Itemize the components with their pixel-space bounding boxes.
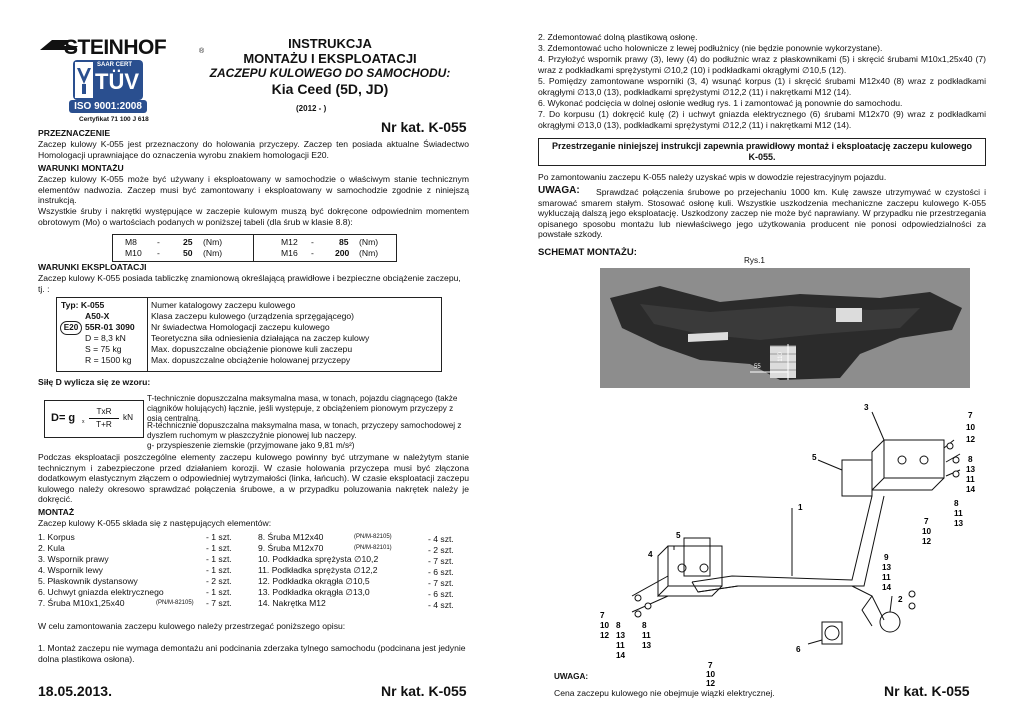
torque-unit: (Nm) [359,248,379,258]
iso-badge: ISO 9001:2008 [69,100,147,113]
title-line-2: MONTAŻU I EKSPLOATACJI [243,51,417,66]
diagram-label-12: 12 [966,435,976,444]
section-warunki-montazu-title: WARUNKI MONTAŻU [38,163,124,173]
plate-left: 55R-01 3090 [85,322,135,332]
registration-note: Po zamontowaniu zaczepu K-055 należy uzyskać wpis w dowodzie rejestracyjnym pojazdu. [538,172,887,182]
diagram-label-10b: 10 [922,527,932,536]
diagram-label-1: 1 [798,503,803,512]
part-qty: - 7 szt. [428,556,454,566]
part-name: 12. Podkładka okrągła ∅10,5 [258,576,370,586]
formula-lhs: D= g [51,412,76,424]
part-name: 1. Korpus [38,532,75,542]
diagram-label-13c: 13 [882,563,892,572]
undercover-photo-graphic [600,268,970,388]
formula-r-desc: R-technicznie dopuszczalna maksymalna masa, w tonach, przyczepy samochodowej z dyszlem ruchomym w płaszczyźnie pionowej lub naczepy. [147,421,462,440]
brand-text: STEINHOF [64,36,167,58]
torque-value: 200 [335,248,350,258]
torque-bolt: M16 [281,248,298,258]
uwaga-label: UWAGA: [538,185,580,196]
name-plate-table [56,297,442,372]
procedure-step-4: 4. Przyłożyć wspornik prawy (3), lewy (4) do podłużnic wraz z płaskownikami (5) i skręcić śrubami M10x1,25x40 (7) wraz z podkładkami sprężystymi ∅10,2 (10) i podkładkami okrągłymi ∅10,5 (12). [538,54,986,75]
part-name: 14. Nakrętka M12 [258,598,326,608]
part-qty: - 1 szt. [206,554,232,564]
dimension-55: 55 [754,364,761,370]
title-line-3: ZACZEPU KULOWEGO DO SAMOCHODU: [209,66,451,80]
tuv-saar-cert: SAAR CERT [97,62,133,68]
formula-g-desc: g- przyspieszenie ziemskie (przyjmowane jako 9,81 m/s²) [147,441,355,450]
plate-right: Nr świadectwa Homologacji zaczepu kulowego [151,322,330,332]
part-qty: - 1 szt. [206,587,232,597]
part-name: 5. Płaskownik dystansowy [38,576,138,586]
diagram-label-8: 8 [968,455,973,464]
part-name: 8. Śruba M12x40 [258,532,324,542]
catalog-number-bottom-left: Nr kat. K-055 [381,683,467,699]
diagram-label-7d: 7 [708,661,713,670]
document-date: 18.05.2013. [38,683,112,699]
diagram-label-11e: 11 [642,631,651,640]
part-name: 2. Kula [38,543,65,553]
torque-dash: - [311,237,314,247]
procedure-intro: W celu zamontowania zaczepu kulowego należy przestrzegać poniższego opisu: [38,621,346,631]
torque-dash: - [157,237,160,247]
part-name: 11. Podkładka sprężysta ∅12,2 [258,565,378,575]
tuv-text: TÜV [95,69,139,94]
diagram-label-12d: 12 [706,679,716,688]
figure-label: Rys.1 [744,256,765,265]
procedure-step-5: 5. Pomiędzy zamontowane wsporniki (3, 4) wsunąć korpus (1) i skręcić śrubami M12x40 (8) wraz z podkładkami okrągłymi ∅13,0 (13), podkładkami sprężystymi ∅12,2 (11) i nakrętkami M12 (14). [538,76,986,97]
torque-value: 25 [183,237,193,247]
diagram-label-8b: 8 [954,499,959,508]
diagram-label-7: 7 [968,411,973,420]
formula-numerator: TxR [96,407,112,416]
diagram-label-5b: 5 [676,531,681,540]
diagram-label-8d: 8 [642,621,647,630]
diagram-label-13b: 13 [954,519,964,528]
catalog-number-top: Nr kat. K-055 [381,119,467,135]
bottom-note: Cena zaczepu kulowego nie obejmuje wiązki elektrycznej. [554,688,775,698]
diagram-label-11d: 11 [616,641,625,650]
procedure-step-3: 3. Zdemontować ucho holownicze z lewej podłużnicy (nie będzie ponownie wykorzystane). [538,43,883,53]
diagram-label-14c: 14 [616,651,626,660]
maintenance-paragraph: Podczas eksploatacji poszczególne elementy zaczepu kulowego powinny być utrzymane w należytym stanie technicznym i zabezpieczone przed działaniem korozji. W czasie holowania przyczepa musi być złączona dodatkowym elastycznym złączem o odpowiedniej wytrzymałości (linka, łańcuch). W czasie eksploatacji zaczepu kulowego należy okresowo sprawdzać połączenia śrubowe, a w przypadku poluzowania nakrętek należy je dokręcić. [38,452,469,505]
part-name: 4. Wspornik lewy [38,565,103,575]
catalog-number-bottom-right: Nr kat. K-055 [884,683,970,699]
diagram-label-3: 3 [864,403,869,412]
title-line-1: INSTRUKCJA [288,36,372,51]
torque-table [112,234,397,262]
diagram-label-13: 13 [966,465,976,474]
torque-value: 85 [339,237,349,247]
part-qty: - 1 szt. [206,565,232,575]
torque-bolt: M10 [125,248,142,258]
section-przeznaczenie-title: PRZEZNACZENIE [38,128,111,138]
formula-unit: kN [123,413,134,422]
undercover-photo [600,268,970,388]
part-norm: (PN/M-82105) [156,600,194,606]
diagram-label-11b: 11 [954,509,963,518]
uwaga-text: Sprawdzać połączenia śrubowe po przejechaniu 1000 km. Kulę zawsze utrzymywać w czystości i smarować smarem stałym. Stosować osłonę kuli. Wszystkie uszkodzenia mechaniczne zaczepu kulowego K-055 wykluczają dalszą jego eksploatację. Uszkodzony zaczep nie może być naprawiany. W przypadku nie przestrzegania opisanego sposobu montażu lub niewłaściwego jego użytkowania producent nie ponosi odpowiedzialności za powstałe szkody. [538,187,986,240]
section-montaz-intro: Zaczep kulowy K-055 składa się z następujących elementów: [38,518,272,528]
part-qty: - 6 szt. [428,589,454,599]
part-name: 10. Podkładka sprężysta ∅10,2 [258,554,379,564]
plate-right: Max. dopuszczalne obciążenie holowanej przyczepy [151,355,351,365]
part-name: 6. Uchwyt gniazda elektrycznego [38,587,164,597]
car-model: Kia Ceed (5D, JD) [271,81,389,97]
certificate-number: Certyfikat 71 100 J 618 [79,116,149,123]
procedure-step-6: 6. Wykonać podcięcia w dolnej osłonie według rys. 1 i zamontować ją ponownie do samochodu. [538,98,903,108]
bottom-uwaga-label: UWAGA: [554,672,589,681]
diagram-label-12c: 12 [600,631,610,640]
registered-mark: ® [199,48,205,55]
torque-bolt: M8 [125,237,137,247]
part-qty: - 4 szt. [428,534,454,544]
plate-left: R = 1500 kg [85,355,132,365]
part-qty: - 2 szt. [428,545,454,555]
schemat-title: SCHEMAT MONTAŻU: [538,247,637,258]
section-warunki-eksploatacji-title: WARUNKI EKSPLOATACJI [38,262,147,272]
part-qty: - 7 szt. [206,598,232,608]
procedure-step-2: 2. Zdemontować dolną plastikową osłonę. [538,32,698,42]
part-qty: - 6 szt. [428,567,454,577]
diagram-label-10: 10 [966,423,976,432]
part-name: 13. Podkładka okrągła ∅13,0 [258,587,370,597]
diagram-label-4: 4 [648,550,653,559]
torque-dash: - [157,248,160,258]
exploded-assembly-diagram [572,400,992,690]
torque-value: 50 [183,248,193,258]
section-montaz-title: MONTAŻ [38,507,75,517]
diagram-label-14: 14 [966,485,976,494]
formula-box: D= g x TxR T+R kN [44,400,144,438]
diagram-label-5: 5 [812,453,817,462]
part-name: 7. Śruba M10x1,25x40 [38,598,125,608]
section-warunki-eksploatacji-text: Zaczep kulowy K-055 posiada tabliczkę znamionową określającą prawidłowe i bezpieczne obciążenie zaczepu, tj. : [38,273,461,294]
diagram-label-7b: 7 [924,517,929,526]
tuv-emblem-icon [75,64,93,96]
plate-left: Typ: K-055 [61,300,105,310]
plate-right: Teoretyczna siła odniesienia działająca na zaczep kulowy [151,333,370,343]
e20-mark: E20 [60,321,82,335]
part-qty: - 1 szt. [206,532,232,542]
plate-right: Klasa zaczepu kulowego (urządzenia sprzęgającego) [151,311,355,321]
diagram-label-6: 6 [796,645,801,654]
right-page [512,0,1024,725]
tuv-certificate-badge [73,60,149,123]
diagram-label-11c: 11 [882,573,891,582]
torque-bolt: M12 [281,237,298,247]
section-przeznaczenie-text: Zaczep kulowy K-055 jest przeznaczony do holowania przyczepy. Zaczep ten posiada aktualne Świadectwo Homologacji uprawniające do oznaczenia wyrobu znakiem homologacji E20. [38,139,469,160]
diagram-label-7c: 7 [600,611,605,620]
diagram-label-8c: 8 [616,621,621,630]
part-qty: - 1 szt. [206,543,232,553]
diagram-label-14b: 14 [882,583,892,592]
formula-t-desc: T-technicznie dopuszczalna maksymalna masa, w tonach, pojazdu ciągnącego (także ciągników holujących) łącznie, jeśli występuje, z obciążeniem pionowym przyczepy z osią centralną. [147,394,458,423]
plate-left: D = 8,3 kN [85,333,126,343]
plate-right: Max. dopuszczalne obciążenie pionowe kuli zaczepu [151,344,353,354]
part-name: 9. Śruba M12x70 [258,543,324,553]
part-qty: - 2 szt. [206,576,232,586]
procedure-step-1: 1. Montaż zaczepu nie wymaga demontażu ani podcinania zderzaka tylnego samochodu (podcinana jest jedynie dolna plastikowa osłona). [38,643,466,664]
dimension-110: 110 [777,352,784,362]
diagram-label-10c: 10 [600,621,610,630]
part-norm: (PN/M-82105) [354,534,392,540]
part-name: 3. Wspornik prawy [38,554,109,564]
torque-unit: (Nm) [203,248,223,258]
diagram-label-11: 11 [966,475,975,484]
formula-title: Siłę D wylicza się ze wzoru: [38,377,151,387]
part-qty: - 7 szt. [428,578,454,588]
notice-text: Przestrzeganie niniejszej instrukcji zapewnia prawidłowy montaż i eksploatację zaczepu kulowego K-055. [551,141,973,162]
diagram-label-9: 9 [884,553,889,562]
plate-left: S = 75 kg [85,344,122,354]
part-qty: - 4 szt. [428,600,454,610]
plate-right: Numer katalogowy zaczepu kulowego [151,300,296,310]
diagram-label-10d: 10 [706,670,716,679]
notice-box [538,138,986,166]
model-years: (2012 - ) [296,104,327,113]
diagram-label-12b: 12 [922,537,932,546]
diagram-label-13e: 13 [642,641,652,650]
section-warunki-montazu-text2: Wszystkie śruby i nakrętki występujące w zaczepie kulowym muszą być dokręcone odpowiednim momentem obrotowym (Mo) o wartościach podanych w poniższej tabeli (dla śrub w klasie 8.8): [38,206,469,227]
formula-denominator: T+R [96,420,112,429]
torque-unit: (Nm) [203,237,223,247]
torque-unit: (Nm) [359,237,379,247]
section-warunki-montazu-text1: Zaczep kulowy K-055 może być używany i eksploatowany w samochodzie o właściwym stanie technicznym elementów nadwozia. Zaczep musi być zamontowany i eksploatowany w samochodzie zgodnie z niniejszą instrukcją. [38,174,469,206]
diagram-label-13d: 13 [616,631,626,640]
plate-left: A50-X [85,311,110,321]
torque-dash: - [311,248,314,258]
diagram-label-2: 2 [898,595,903,604]
procedure-step-7: 7. Do korpusu (1) dokręcić kulę (2) i uchwyt gniazda elektrycznego (6) śrubami M12x70 (9) wraz z podkładkami okrągłymi ∅13,0 (13), podkładkami sprężystymi ∅12,2 (11) i nakrętkami M12 (14). [538,109,986,130]
part-norm: (PN/M-82101) [354,545,392,551]
